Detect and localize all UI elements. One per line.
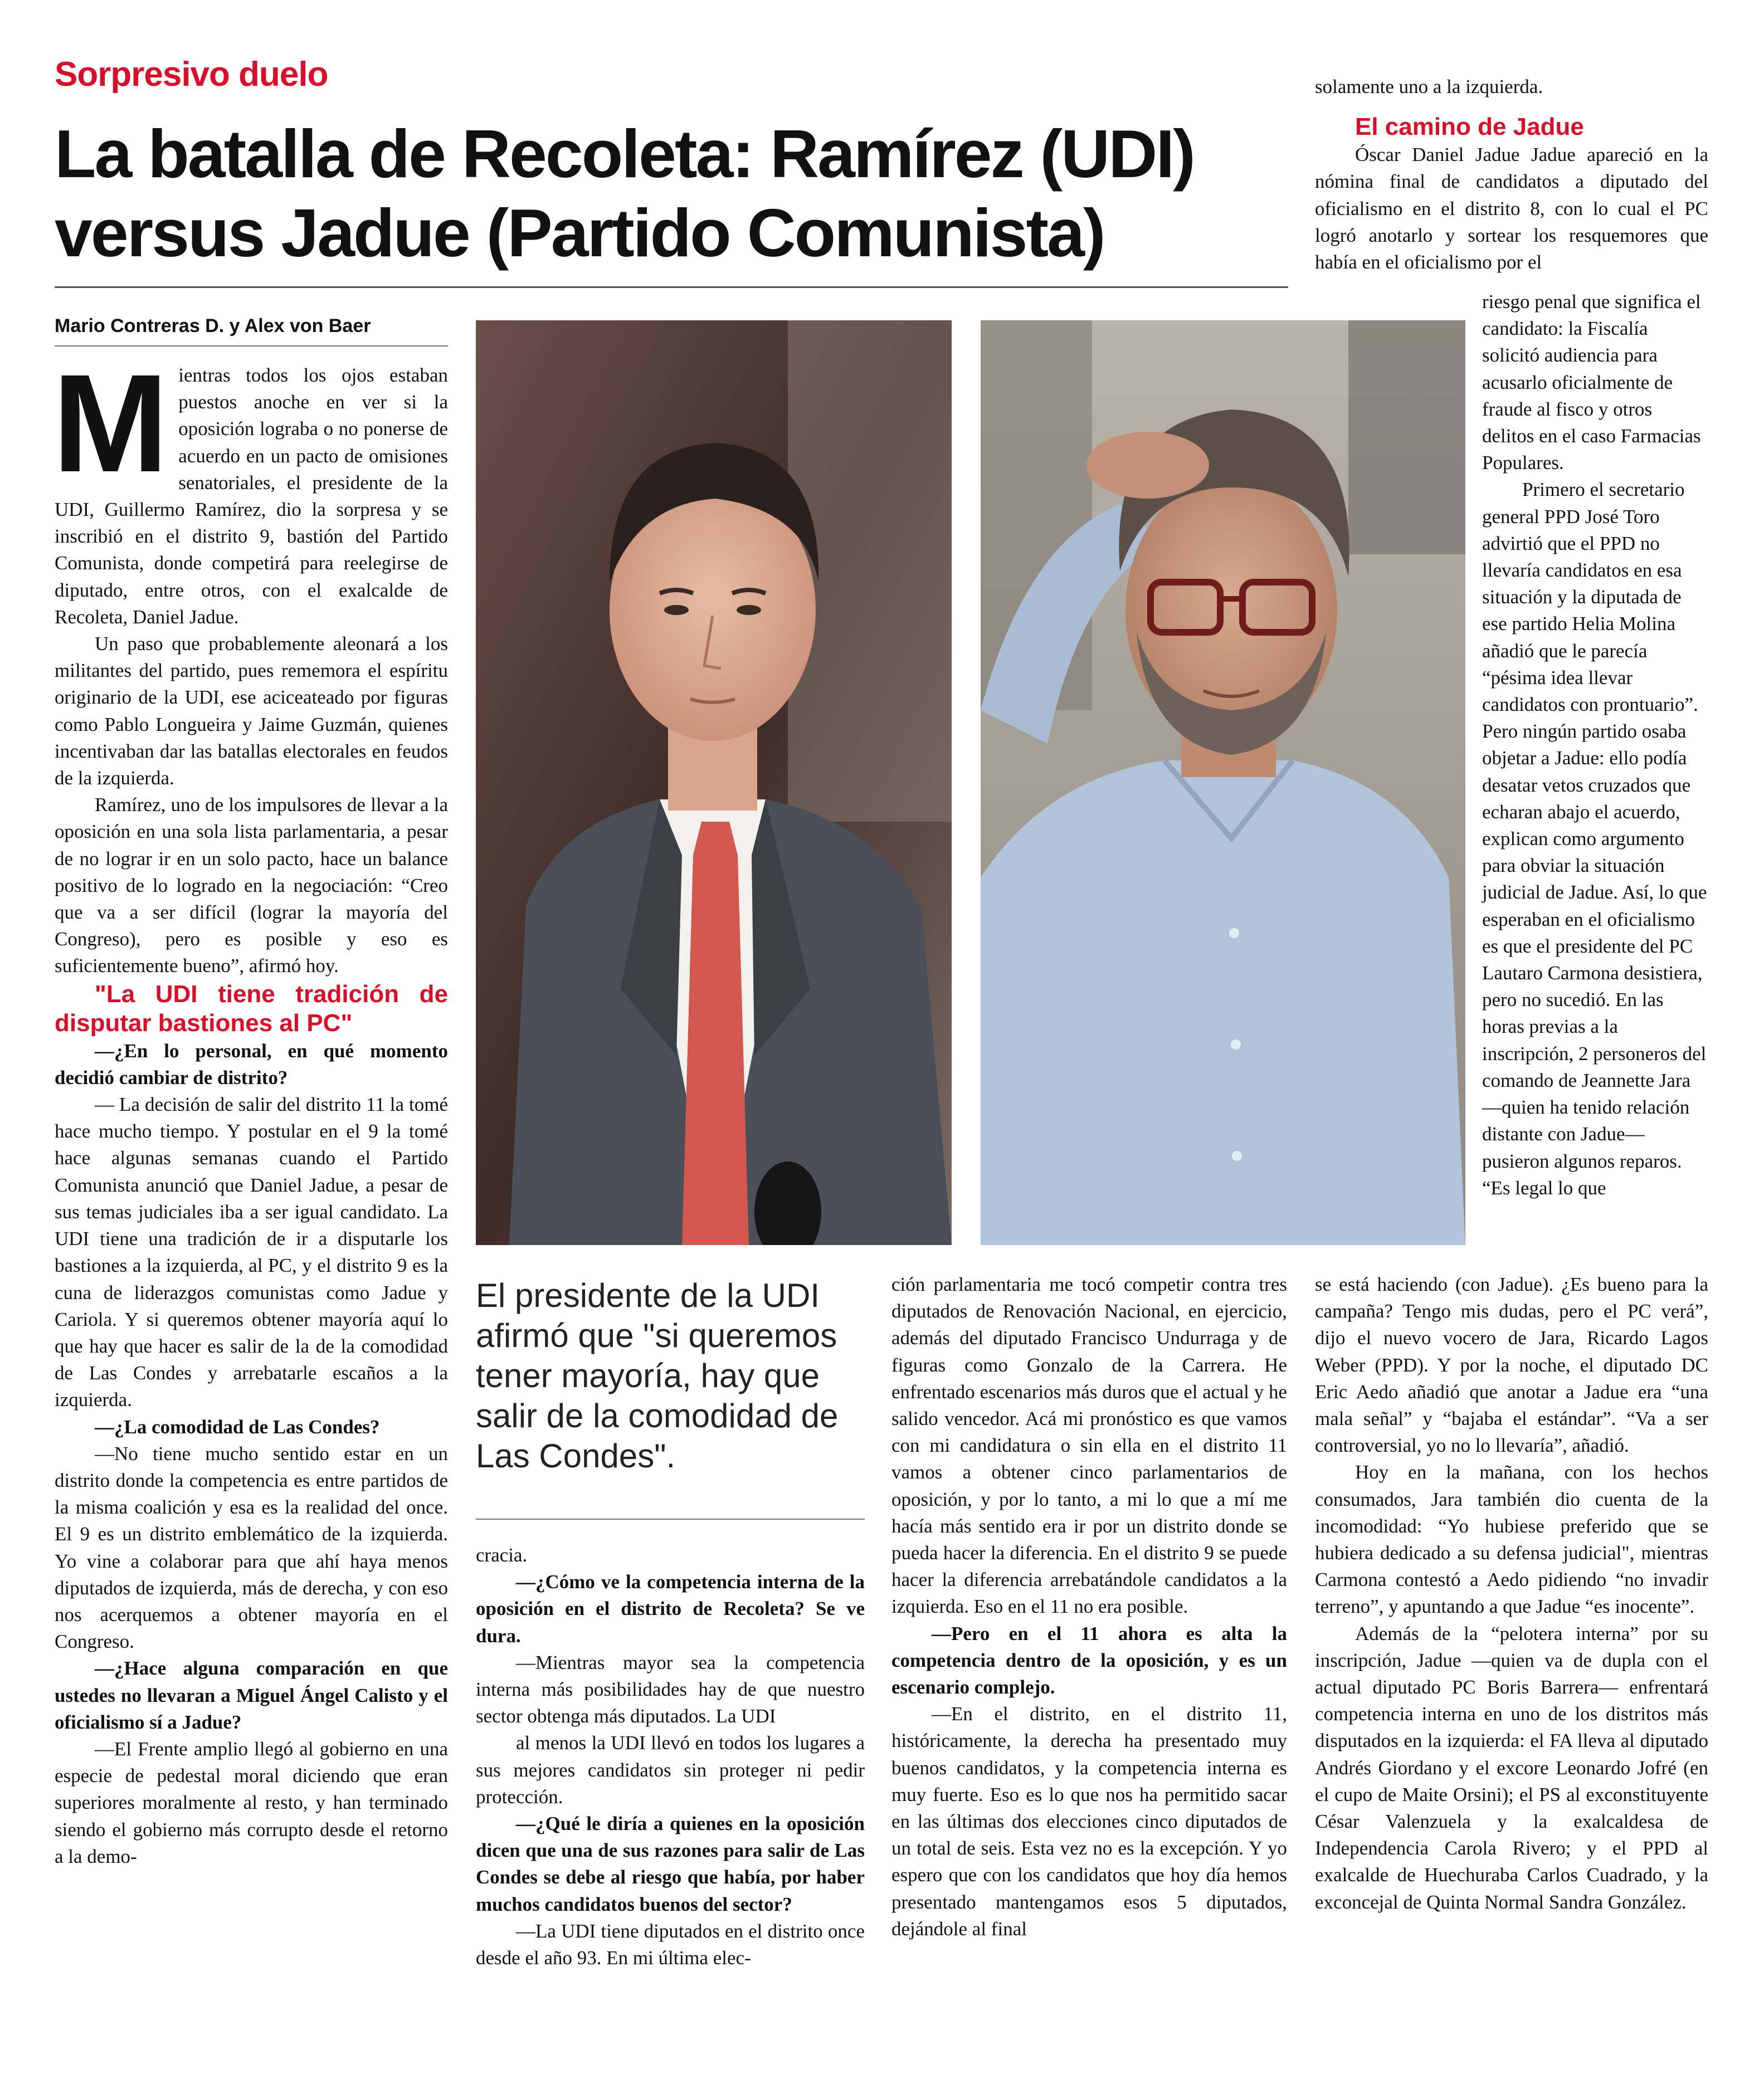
photo-jadue: [981, 320, 1465, 1245]
answer: —Mientras mayor sea la competencia interna más posibilidades hay de que nuestro sector obtenga más diputados. La UDI: [476, 1651, 865, 1727]
question: —¿En lo personal, en qué momento decidió cambiar de distrito?: [55, 1040, 448, 1089]
question: —¿Hace alguna comparación en que ustedes no llevaran a Miguel Ángel Calisto y el oficialismo sí a Jadue?: [55, 1657, 448, 1733]
column-4-narrow: [1482, 289, 1708, 1202]
question: —¿Qué le diría a quienes en la oposición dicen que una de sus razones para salir de Las Condes se debe al riesgo que había, por haber muchos candidatos buenos del sector?: [476, 1813, 865, 1915]
headline-line-1: La batalla de Recoleta: Ramírez (UDI): [55, 116, 1194, 192]
answer: —El Frente amplio llegó al gobierno en una especie de pedestal moral diciendo que eran superiores moralmente al resto, y han terminado siendo el gobierno más corrupto desde el retorno a la demo-: [55, 1738, 448, 1867]
ramirez-illustration: [476, 320, 952, 1245]
paragraph: cracia.: [476, 1544, 528, 1566]
drop-cap: M: [52, 345, 169, 501]
paragraph: Primero el secretario general PPD José Toro advirtió que el PPD no llevaría candidatos en esa situación y la diputada de ese partido Helia Molina añadió que le parecía “pésima idea llevar candidatos con prontuario”. Pero ningún partido osaba objetar a Jadue: ello podía desatar vetos cruzados que echaran abajo el acuerdo, explican como argumento para obviar la situación judicial de Jadue. Así, lo que esperaban en el oficialismo es que el presidente del PC Lautaro Carmona desistiera, pero no sucedió. En las horas previas a la inscripción, 2 personeros del comando de Jeannette Jara —quien ha tenido relación distante con Jadue— pusieron algunos reparos. “Es legal lo que: [1482, 479, 1707, 1199]
photo-caption: El presidente de la UDI afirmó que "si queremos tener mayoría, hay que salir de la comodidad de Las Condes".: [476, 1277, 839, 1475]
paragraph: Óscar Daniel Jadue Jadue apareció en la nómina final de candidatos a diputado del oficialismo en el distrito 8, con lo cual el PC logró anotarlo y sortear los resquemores que había en el oficialismo por el: [1315, 144, 1708, 274]
kicker: Sorpresivo duelo: [55, 55, 328, 94]
subheading: El camino de Jadue: [1355, 113, 1584, 141]
paragraph: Además de la “pelotera interna” por su inscripción, Jadue —quien va de dupla con el actual diputado PC Boris Barrera— enfrentará competencia interna en uno de los distritos más disputados en la izquierda: el FA lleva al diputado Andrés Giordano y el excore Leonardo Jofré (en el cupo de Maite Orsini); el PS al exconstituyente César Valenzuela y la exalcaldesa de Independencia Carola Rivero; y el PPD al exalcalde de Huechuraba Carlos Cuadrado, y la exconcejal de Quinta Normal Sandra González.: [1315, 1622, 1708, 1913]
subheading: "La UDI tiene tradición de disputar bastiones al PC": [55, 980, 448, 1037]
jadue-illustration: [981, 320, 1465, 1245]
header-rule: [55, 286, 1288, 288]
caption-rule: [476, 1519, 865, 1520]
answer: —En el distrito, en el distrito 11, históricamente, la derecha ha presentado muy buenos candidatos, y la competencia interna es muy fuerte. Eso es lo que nos ha permitido sacar en las últimas dos elecciones cinco diputados de un total de seis. Esta vez no es la excepción. Y yo espero que con los candidatos que hoy día hemos presentado mantengamos esos 5 diputados, dejándole al final: [891, 1703, 1287, 1940]
paragraph: riesgo penal que significa el candidato: la Fiscalía solicitó audiencia para acusarlo oficialmente de fraude al fisco y otros delitos en el caso Farmacias Populares.: [1482, 291, 1701, 474]
paragraph: Ramírez, uno de los impulsores de llevar a la oposición en una sola lista parlamentaria, a pesar de no lograr ir en un solo pacto, hace un balance positivo de lo logrado en la negociación: “Creo que va a ser difícil (lograr la mayoría del Congreso), pero es posible y eso es suficientemente bueno”, afirmó hoy.: [55, 794, 448, 977]
paragraph: se está haciendo (con Jadue). ¿Es bueno para la campaña? Tengo mis dudas, pero el PC verá”, dijo el nuevo vocero de Jara, Ricardo Lagos Weber (PPD). Y por la noche, el diputado DC Eric Aedo añadió que anotar a Jadue era “una mala señal” y “bajaba el estándar”. “Va a ser controversial, yo no lo llevaría”, añadió.: [1315, 1273, 1708, 1457]
answer: —No tiene mucho sentido estar en un distrito donde la competencia es entre partidos de la misma coalición y esa es la realidad del once. El 9 es un distrito emblemático de la izquierda. Yo vine a colaborar para que ahí haya menos diputados de izquierda, más de derecha, y con eso nos acerquemos a obtener mayoría en el Congreso.: [55, 1442, 448, 1653]
byline: Mario Contreras D. y Alex von Baer: [55, 315, 371, 336]
headline: [55, 114, 1297, 272]
photo-ramirez: [476, 320, 952, 1245]
answer: al menos la UDI llevó en todos los lugares a sus mejores candidatos sin proteger ni pedir protección.: [476, 1732, 865, 1808]
answer: —La UDI tiene diputados en el distrito once desde el año 93. En mi última elec-: [476, 1920, 865, 1969]
question: —¿La comodidad de Las Condes?: [95, 1416, 380, 1438]
question: —¿Cómo ve la competencia interna de la oposición en el distrito de Recoleta? Se ve dura.: [476, 1571, 865, 1647]
column-2: [476, 1542, 865, 1971]
paragraph: solamente uno a la izquierda.: [1315, 76, 1543, 97]
lead-paragraph: Mientras todos los ojos estaban puestos anoche en ver si la oposición lograba o no ponerse de acuerdo en un pacto de omisiones senatoriales, el presidente de la UDI, Guillermo Ramírez, dio la sorpresa y se inscribió en el distrito 9, bastión del Partido Comunista, donde competirá para reelegirse de diputado, entre otros, con el exalcalde de Recoleta, Daniel Jadue.: [52, 345, 448, 628]
column-1: [52, 345, 448, 1870]
headline-line-2: versus Jadue (Partido Comunista): [55, 195, 1104, 271]
answer: — La decisión de salir del distrito 11 la tomé hace mucho tiempo. Y postular en el 9 la tomé hace algunas semanas cuando el Partido Comunista anunció que Daniel Jadue, a pesar de sus temas judiciales iba a ser igual candidato. La UDI tiene una tradición de ir a disputarle los bastiones a la izquierda, al PC, y el distrito 9 es la cuna de liderazgos comunistas como Jadue y Cariola. Y si queremos obtener mayoría aquí lo que hay que hacer es salir de la de la comodidad de Las Condes y arrebatarle escaños a la izquierda.: [55, 1094, 448, 1411]
column-3: [891, 1271, 1287, 1943]
column-4-bottom: [1315, 1271, 1708, 1916]
paragraph: Hoy en la mañana, con los hechos consumados, Jara también dio cuenta de la incomodidad: “Yo hubiese preferido que se hubiera dedicado a su defensa judicial", mientras Carmona contestó a Aedo pidiendo “no invadir terreno”, y apuntando a que Jadue “es inocente”.: [1315, 1461, 1708, 1618]
question: —Pero en el 11 ahora es alta la competencia dentro de la oposición, y es un escenario complejo.: [891, 1622, 1287, 1699]
paragraph: ción parlamentaria me tocó competir contra tres diputados de Renovación Nacional, en ejercicio, además del diputado Francisco Undurraga y de figuras como Gonzalo de la Carrera. He enfrentado escenarios más duros que el actual y he salido vencedor. Acá mi pronóstico es que vamos con mi candidatura o sin ella en el distrito 11 vamos a obtener cinco parlamentarios de oposición, y por lo tanto, a mi lo que a mí me hacía más sentido era ir por un distrito donde se pueda hacer la diferencia. En el distrito 9 se puede hacer la diferencia arrebatándole candidatos a la izquierda. Eso en el 11 no era posible.: [891, 1273, 1287, 1618]
paragraph: Un paso que probablemente aleonará a los militantes del partido, pues rememora el espíritu originario de la UDI, ese aciceateado por figuras como Pablo Longueira y Jaime Guzmán, quienes incentivaban dar las batallas electorales en feudos de la izquierda.: [55, 633, 448, 789]
column-4-top: [1315, 74, 1708, 276]
